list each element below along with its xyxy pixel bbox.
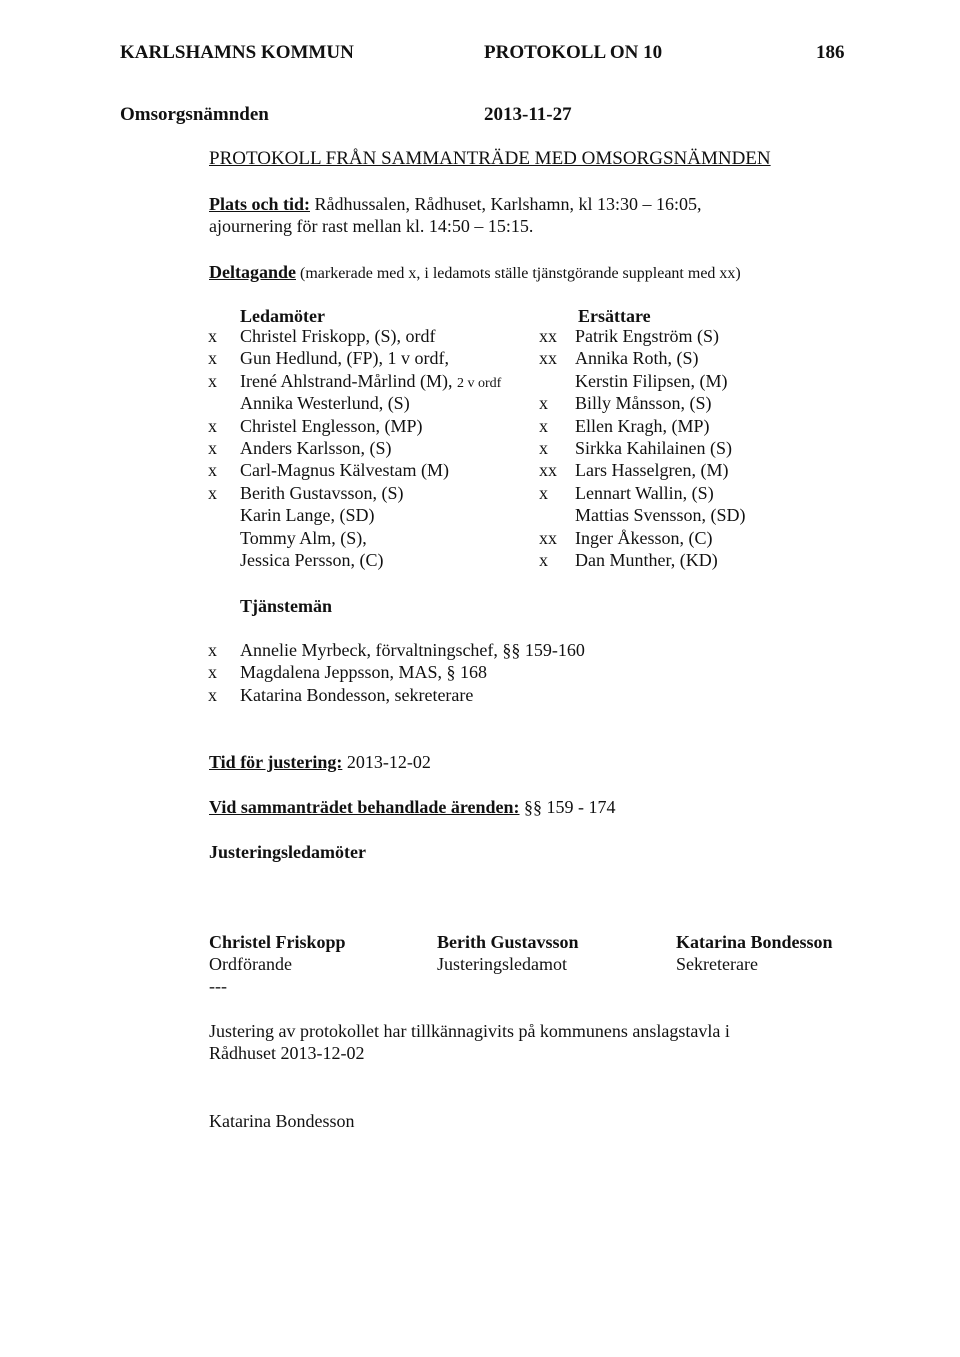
substitute-name: Dan Munther, (KD) [575, 550, 718, 570]
official-row [0, 640, 960, 662]
participant-row [0, 505, 960, 527]
substitute-name: Ellen Kragh, (MP) [575, 415, 710, 436]
substitute-name: Annika Roth, (S) [575, 348, 699, 369]
substitute-mark: x [539, 415, 548, 436]
substitute-mark: x [539, 482, 548, 503]
adjustment-time [209, 752, 431, 773]
signatory-3-name: Katarina Bondesson [676, 932, 833, 952]
member-name: Carl-Magnus Kälvestam (M) [240, 460, 449, 481]
participant-row [0, 550, 960, 572]
document-title: PROTOKOLL FRÅN SAMMANTRÄDE MED OMSORGSNÄMNDEN [209, 148, 771, 169]
substitute-mark: xx [539, 348, 557, 369]
member-mark: x [208, 438, 217, 458]
participant-row [0, 371, 960, 393]
venue-line-2: ajournering för rast mellan kl. 14:50 – 15:15. [209, 216, 534, 236]
member-name: Christel Friskopp, (S), ordf [240, 326, 436, 346]
participant-row [0, 483, 960, 505]
substitute-name: Mattias Svensson, (SD) [575, 505, 746, 526]
participant-row [0, 460, 960, 482]
officials-header: Tjänstemän [240, 596, 333, 616]
member-name: Berith Gustavsson, (S) [240, 482, 404, 503]
substitute-mark: xx [539, 460, 557, 481]
member-name: Karin Lange, (SD) [240, 505, 375, 526]
official-row [0, 685, 960, 707]
adjustment-time-value: 2013-12-02 [342, 752, 431, 772]
member-mark: x [208, 482, 217, 503]
officials-list [0, 640, 960, 710]
member-mark: x [208, 460, 217, 481]
matters-value: §§ 159 - 174 [519, 797, 616, 817]
adjustment-time-label: Tid för justering: [209, 752, 343, 772]
member-mark: x [208, 370, 217, 391]
substitute-name: Billy Månsson, (S) [575, 393, 712, 414]
substitute-name: Kerstin Filipsen, (M) [575, 370, 728, 391]
signatory-1-name: Christel Friskopp [209, 932, 346, 952]
member-role-suffix: 2 v ordf [456, 375, 502, 391]
signatory-2-name: Berith Gustavsson [437, 932, 579, 952]
matters-label: Vid sammanträdet behandlade ärenden: [209, 797, 520, 817]
protocol-number: PROTOKOLL ON 10 [484, 42, 663, 63]
official-row [0, 662, 960, 684]
participants-heading [209, 262, 741, 283]
matters-handled [209, 797, 616, 818]
signatory-1-role: Ordförande [209, 954, 292, 974]
official-name: Katarina Bondesson, sekreterare [240, 684, 474, 705]
member-name: Jessica Persson, (C) [240, 550, 384, 570]
participant-row [0, 528, 960, 550]
participant-row [0, 438, 960, 460]
substitute-mark: x [539, 550, 548, 570]
official-name: Annelie Myrbeck, förvaltningschef, §§ 159-160 [240, 640, 585, 660]
substitute-mark: xx [539, 527, 557, 548]
signatories-header: Justeringsledamöter [209, 842, 366, 862]
member-mark: x [208, 415, 217, 436]
member-name: Irené Ahlstrand-Mårlind (M), 2 v ordf [240, 370, 502, 391]
municipality-name: KARLSHAMNS KOMMUN [120, 42, 354, 63]
substitute-mark: x [539, 393, 548, 414]
page-number: 186 [816, 42, 845, 63]
substitute-name: Inger Åkesson, (C) [575, 527, 713, 548]
official-mark: x [208, 684, 217, 705]
participant-row [0, 416, 960, 438]
venue-line-1 [209, 194, 701, 215]
venue-text: Rådhussalen, Rådhuset, Karlshamn, kl 13:30 – 16:05, [310, 194, 702, 214]
substitute-name: Lennart Wallin, (S) [575, 482, 714, 503]
member-name: Annika Westerlund, (S) [240, 393, 410, 414]
official-name: Magdalena Jeppsson, MAS, § 168 [240, 662, 487, 683]
venue-label: Plats och tid: [209, 194, 310, 214]
substitute-mark: xx [539, 326, 557, 346]
signed-by: Katarina Bondesson [209, 1111, 355, 1131]
participant-row [0, 393, 960, 415]
member-name: Anders Karlsson, (S) [240, 438, 392, 458]
members-header: Ledamöter [240, 306, 325, 326]
member-mark: x [208, 348, 217, 369]
member-name: Christel Englesson, (MP) [240, 415, 423, 436]
substitute-mark: x [539, 438, 548, 458]
participants-note: (markerade med x, i ledamots ställe tjänstgörande suppleant med xx) [296, 265, 741, 282]
member-name: Gun Hedlund, (FP), 1 v ordf, [240, 348, 449, 369]
official-mark: x [208, 662, 217, 683]
participant-row [0, 326, 960, 348]
substitute-name: Lars Hasselgren, (M) [575, 460, 729, 481]
notice-line-1: Justering av protokollet har tillkännagivits på kommunens anslagstavla i [209, 1021, 730, 1041]
substitute-name: Patrik Engström (S) [575, 326, 719, 346]
member-mark: x [208, 326, 217, 346]
participant-table [0, 326, 960, 576]
participants-label: Deltagande [209, 262, 296, 282]
substitute-name: Sirkka Kahilainen (S) [575, 438, 732, 458]
notice-line-2: Rådhuset 2013-12-02 [209, 1043, 365, 1063]
participant-row [0, 348, 960, 370]
substitutes-header: Ersättare [578, 306, 651, 326]
meeting-date: 2013-11-27 [484, 104, 572, 125]
signatory-3-role: Sekreterare [676, 954, 758, 974]
member-name: Tommy Alm, (S), [240, 527, 367, 548]
committee-name: Omsorgsnämnden [120, 104, 269, 125]
official-mark: x [208, 640, 217, 660]
signatory-2-role: Justeringsledamot [437, 954, 567, 974]
signature-separator: --- [209, 976, 227, 996]
